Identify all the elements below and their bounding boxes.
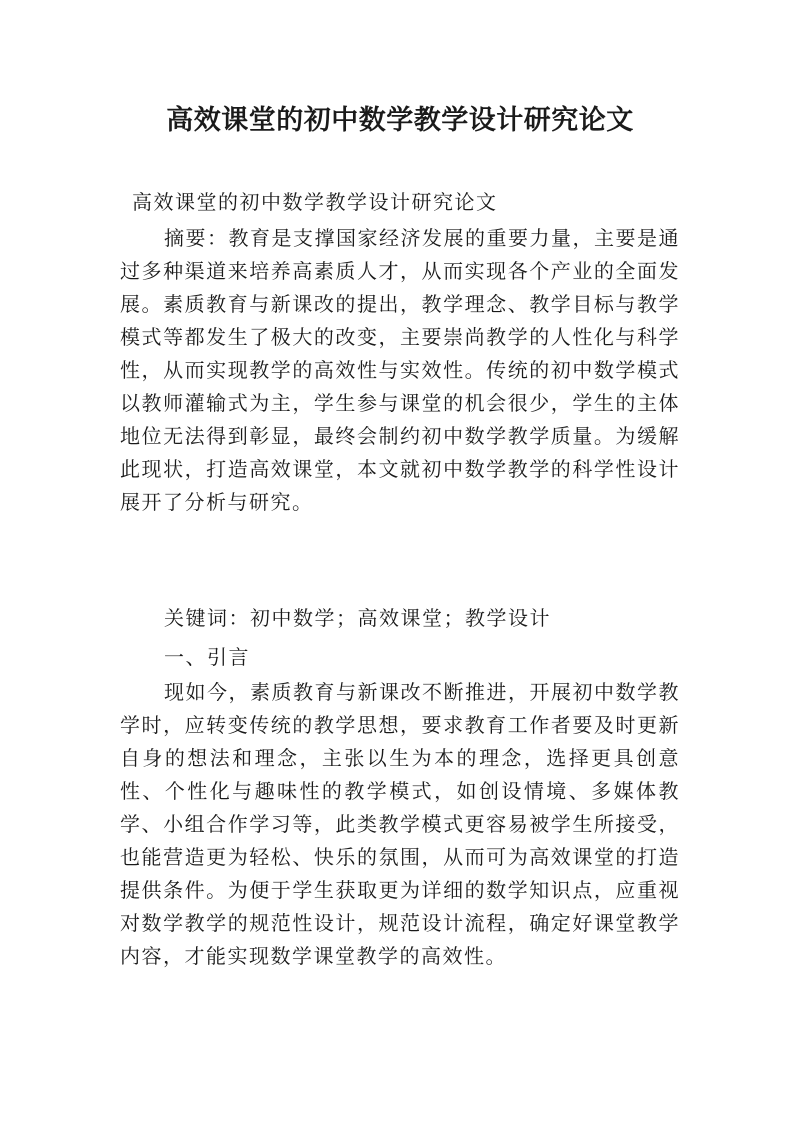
section-heading-introduction: 一、引言 <box>164 645 250 669</box>
document-title: 高效课堂的初中数学教学设计研究论文 <box>166 105 634 136</box>
introduction-paragraph: 现如今，素质教育与新课改不断推进，开展初中数学教学时，应转变传统的教学思想，要求教育工作者要及时更新自身的想法和理念，主张以生为本的理念，选择更具创意性、个性化与趣味性的教学模式，如创设情境、多媒体教学、小组合作学习等，此类教学模式更容易被学生所接受，也能营造更为轻松、快乐的氛围，从而可为高效课堂的打造提供条件。为便于学生获取更为详细的数学知识点，应重视对数学教学的规范性设计，规范设计流程，确定好课堂教学内容，才能实现数学课堂教学的高效性。 <box>120 680 680 968</box>
abstract-paragraph: 摘要：教育是支撑国家经济发展的重要力量，主要是通过多种渠道来培养高素质人才，从而实现各个产业的全面发展。素质教育与新课改的提出，教学理念、教学目标与教学模式等都发生了极大的改变，主要崇尚教学的人性化与科学性，从而实现教学的高效性与实效性。传统的初中数学模式以教师灌输式为主，学生参与课堂的机会很少，学生的主体地位无法得到彰显，最终会制约初中数学教学质量。为缓解此现状，打造高效课堂，本文就初中数学教学的科学性设计展开了分析与研究。 <box>120 226 680 514</box>
document-subtitle: 高效课堂的初中数学教学设计研究论文 <box>132 190 498 214</box>
keywords-line: 关键词：初中数学；高效课堂；教学设计 <box>164 606 551 630</box>
